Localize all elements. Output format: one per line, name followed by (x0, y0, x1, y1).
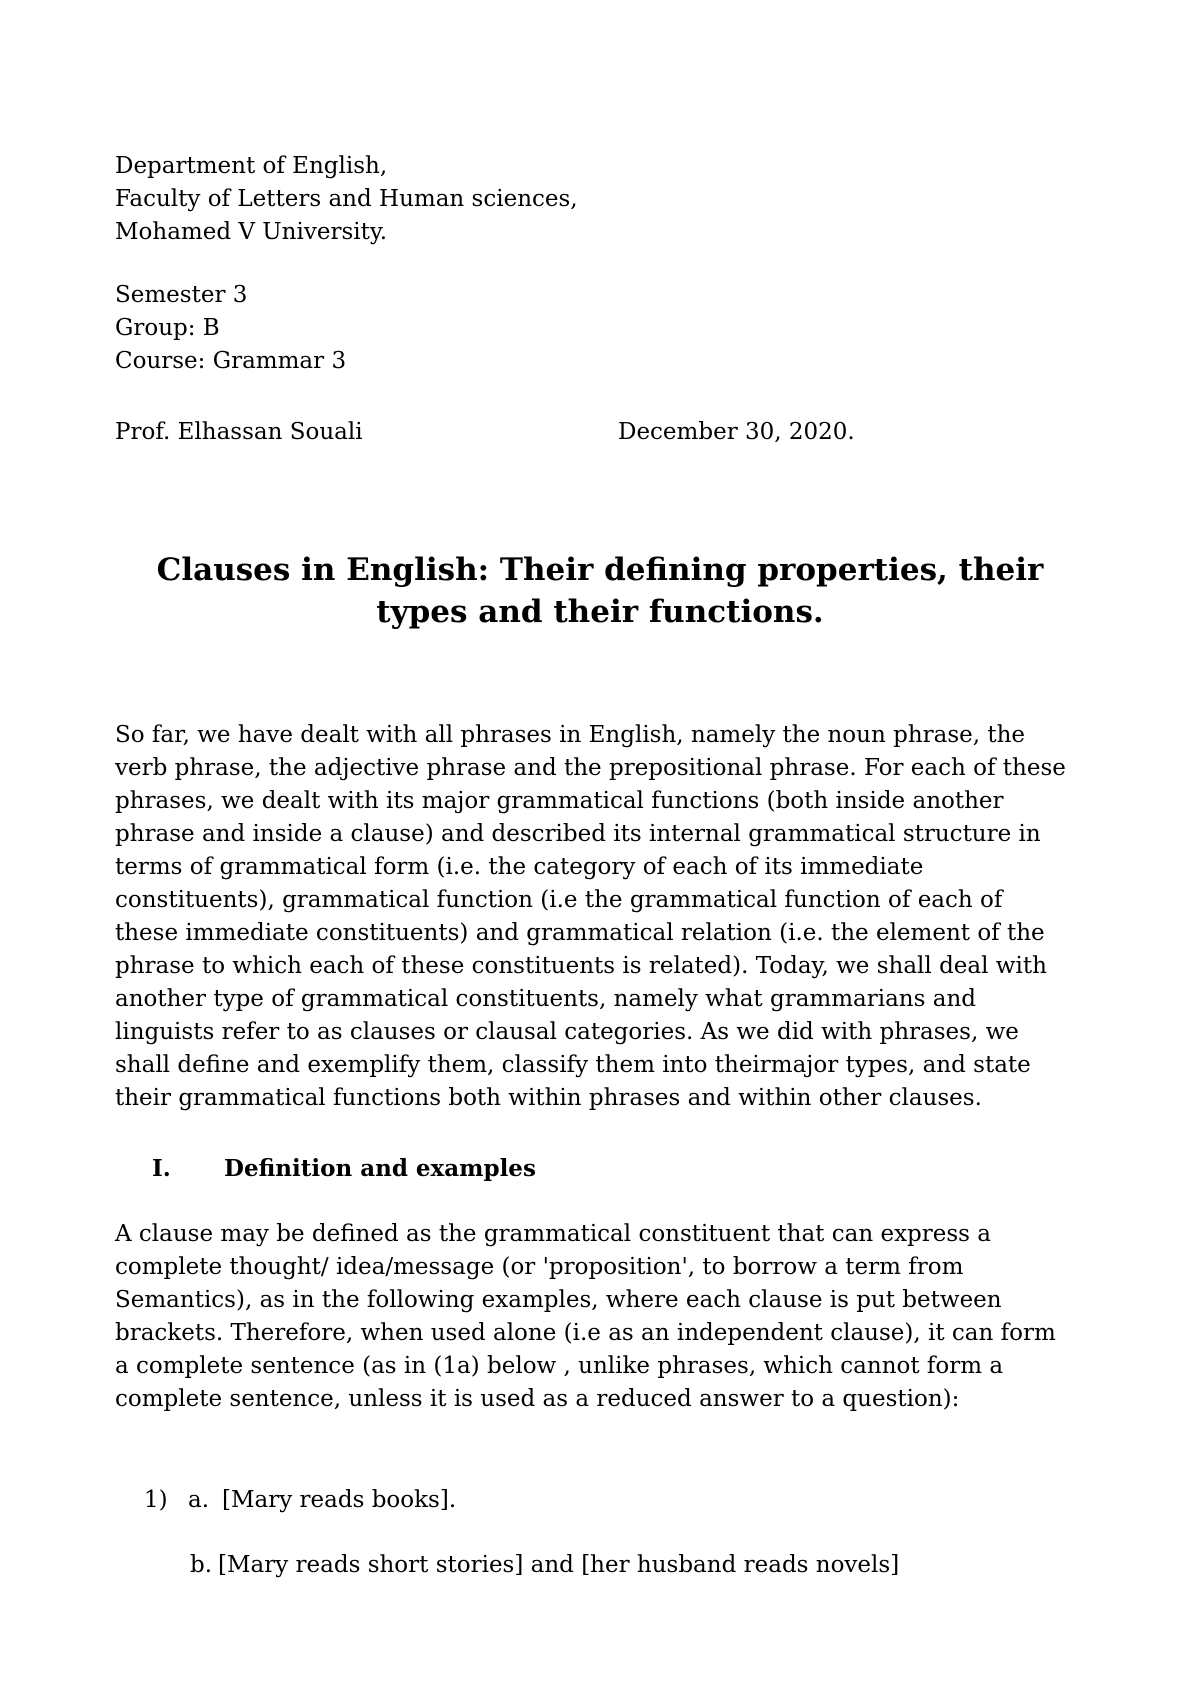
paragraph-line: verb phrase, the adjective phrase and the prepositional phrase. For each of these (115, 755, 1066, 781)
section-heading (152, 1152, 536, 1185)
paragraph-line: linguists refer to as clauses or clausal categories. As we did with phrases, we (115, 1019, 1019, 1045)
paragraph-line: shall define and exemplify them, classify them into theirmajor types, and state (115, 1052, 1031, 1078)
paragraph-line: phrase and inside a clause) and described its internal grammatical structure in (115, 821, 1041, 847)
paragraph-line: Semantics), as in the following examples, where each clause is put between (115, 1287, 1002, 1313)
paragraph-line: So far, we have dealt with all phrases in English, namely the noun phrase, the (115, 722, 1026, 748)
institution-header (115, 150, 1105, 249)
professor-name: Prof. Elhassan Souali (115, 419, 363, 445)
example-text: [Mary reads short stories] and [her husband reads novels] (218, 1552, 900, 1578)
document-title (100, 549, 1100, 633)
university-line: Mohamed V University. (115, 219, 388, 245)
example-letter: a. (188, 1487, 210, 1513)
intro-paragraph (115, 719, 1105, 1115)
paragraph-line: another type of grammatical constituents, namely what grammarians and (115, 986, 976, 1012)
faculty-line: Faculty of Letters and Human sciences, (115, 186, 578, 212)
paragraph-line: brackets. Therefore, when used alone (i.e as an independent clause), it can form (115, 1320, 1056, 1346)
paragraph-line: constituents), grammatical function (i.e the grammatical function of each of (115, 887, 1003, 913)
document-date: December 30, 2020. (618, 419, 855, 445)
section-number: I. (152, 1155, 171, 1182)
paragraph-line: complete thought/ idea/message (or 'proposition', to borrow a term from (115, 1254, 964, 1280)
title-line-1: Clauses in English: Their defining properties, their (156, 552, 1044, 588)
example-letter: b. (190, 1552, 213, 1578)
example-text: [Mary reads books]. (222, 1487, 457, 1513)
paragraph-line: these immediate constituents) and grammatical relation (i.e. the element of the (115, 920, 1045, 946)
semester-line: Semester 3 (115, 282, 248, 308)
definition-paragraph (115, 1218, 1105, 1416)
example-1b (190, 1549, 899, 1582)
paragraph-line: a complete sentence (as in (1a) below , unlike phrases, which cannot form a (115, 1353, 1004, 1379)
paragraph-line: phrases, we dealt with its major grammatical functions (both inside another (115, 788, 1004, 814)
course-meta (115, 279, 1105, 378)
group-line: Group: B (115, 315, 220, 341)
paragraph-line: complete sentence, unless it is used as a reduced answer to a question): (115, 1386, 960, 1412)
department-line: Department of English, (115, 153, 388, 179)
section-title: Definition and examples (224, 1155, 536, 1182)
example-number: 1) (144, 1487, 168, 1513)
title-line-2: types and their functions. (376, 594, 824, 630)
course-line: Course: Grammar 3 (115, 348, 347, 374)
paragraph-line: their grammatical functions both within phrases and within other clauses. (115, 1085, 982, 1111)
paragraph-line: phrase to which each of these constituents is related). Today, we shall deal with (115, 953, 1047, 979)
paragraph-line: terms of grammatical form (i.e. the category of each of its immediate (115, 854, 924, 880)
paragraph-line: A clause may be defined as the grammatical constituent that can express a (115, 1221, 991, 1247)
example-1a (144, 1484, 456, 1517)
